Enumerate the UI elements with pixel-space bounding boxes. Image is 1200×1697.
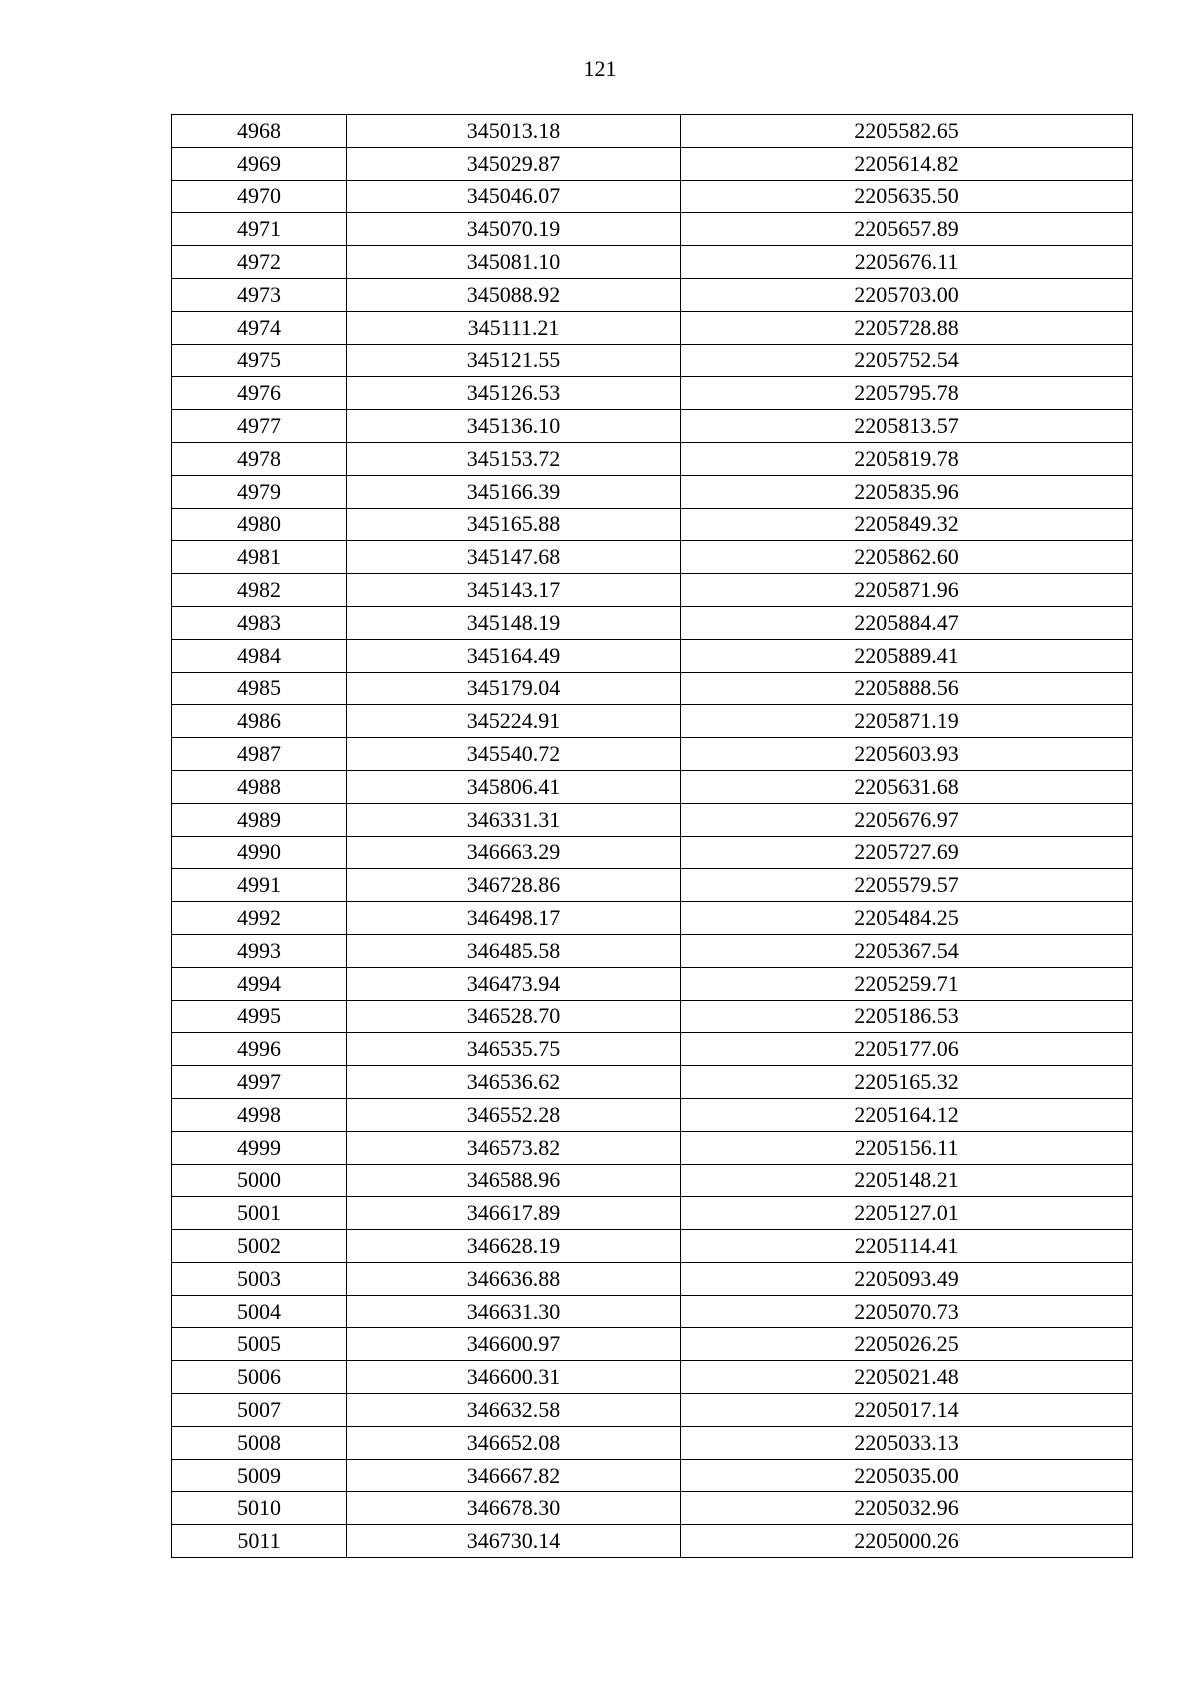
point-number-cell: 4974 — [172, 311, 347, 344]
point-number-cell: 4975 — [172, 344, 347, 377]
x-coordinate-cell: 345013.18 — [347, 115, 681, 148]
x-coordinate-cell: 345147.68 — [347, 541, 681, 574]
table-row — [172, 639, 1133, 672]
y-coordinate-cell: 2205752.54 — [681, 344, 1133, 377]
table-row — [172, 1230, 1133, 1263]
table-row — [172, 213, 1133, 246]
point-number-cell: 5002 — [172, 1230, 347, 1263]
table-row — [172, 934, 1133, 967]
point-number-cell: 5003 — [172, 1262, 347, 1295]
y-coordinate-cell: 2205186.53 — [681, 1000, 1133, 1033]
point-number-cell: 4990 — [172, 836, 347, 869]
point-number-cell: 5004 — [172, 1295, 347, 1328]
x-coordinate-cell: 346600.97 — [347, 1328, 681, 1361]
point-number-cell: 4977 — [172, 410, 347, 443]
x-coordinate-cell: 346573.82 — [347, 1131, 681, 1164]
x-coordinate-cell: 346663.29 — [347, 836, 681, 869]
point-number-cell: 4995 — [172, 1000, 347, 1033]
x-coordinate-cell: 346667.82 — [347, 1459, 681, 1492]
table-row — [172, 1164, 1133, 1197]
point-number-cell: 5000 — [172, 1164, 347, 1197]
x-coordinate-cell: 345088.92 — [347, 278, 681, 311]
y-coordinate-cell: 2205032.96 — [681, 1492, 1133, 1525]
y-coordinate-cell: 2205614.82 — [681, 147, 1133, 180]
point-number-cell: 5006 — [172, 1361, 347, 1394]
table-row — [172, 442, 1133, 475]
y-coordinate-cell: 2205367.54 — [681, 934, 1133, 967]
point-number-cell: 4986 — [172, 705, 347, 738]
x-coordinate-cell: 346552.28 — [347, 1098, 681, 1131]
y-coordinate-cell: 2205114.41 — [681, 1230, 1133, 1263]
y-coordinate-cell: 2205795.78 — [681, 377, 1133, 410]
y-coordinate-cell: 2205603.93 — [681, 738, 1133, 771]
point-number-cell: 4971 — [172, 213, 347, 246]
table-row — [172, 278, 1133, 311]
x-coordinate-cell: 345029.87 — [347, 147, 681, 180]
table-row — [172, 738, 1133, 771]
table-row — [172, 311, 1133, 344]
point-number-cell: 4983 — [172, 606, 347, 639]
y-coordinate-cell: 2205849.32 — [681, 508, 1133, 541]
table-row — [172, 377, 1133, 410]
table-row — [172, 1459, 1133, 1492]
point-number-cell: 4981 — [172, 541, 347, 574]
y-coordinate-cell: 2205000.26 — [681, 1525, 1133, 1558]
table-row — [172, 836, 1133, 869]
table-row — [172, 115, 1133, 148]
x-coordinate-cell: 345081.10 — [347, 246, 681, 279]
table-row — [172, 541, 1133, 574]
y-coordinate-cell: 2205862.60 — [681, 541, 1133, 574]
point-number-cell: 4969 — [172, 147, 347, 180]
point-number-cell: 5005 — [172, 1328, 347, 1361]
table-row — [172, 1426, 1133, 1459]
y-coordinate-cell: 2205728.88 — [681, 311, 1133, 344]
y-coordinate-cell: 2205579.57 — [681, 869, 1133, 902]
table-row — [172, 344, 1133, 377]
y-coordinate-cell: 2205582.65 — [681, 115, 1133, 148]
point-number-cell: 4976 — [172, 377, 347, 410]
x-coordinate-cell: 345126.53 — [347, 377, 681, 410]
point-number-cell: 4984 — [172, 639, 347, 672]
y-coordinate-cell: 2205070.73 — [681, 1295, 1133, 1328]
table-row — [172, 606, 1133, 639]
y-coordinate-cell: 2205703.00 — [681, 278, 1133, 311]
table-row — [172, 803, 1133, 836]
point-number-cell: 4973 — [172, 278, 347, 311]
y-coordinate-cell: 2205177.06 — [681, 1033, 1133, 1066]
coordinates-table — [171, 114, 1133, 1558]
point-number-cell: 4985 — [172, 672, 347, 705]
point-number-cell: 4979 — [172, 475, 347, 508]
y-coordinate-cell: 2205835.96 — [681, 475, 1133, 508]
point-number-cell: 4992 — [172, 902, 347, 935]
point-number-cell: 4998 — [172, 1098, 347, 1131]
y-coordinate-cell: 2205888.56 — [681, 672, 1133, 705]
x-coordinate-cell: 345153.72 — [347, 442, 681, 475]
x-coordinate-cell: 345136.10 — [347, 410, 681, 443]
table-row — [172, 672, 1133, 705]
point-number-cell: 4993 — [172, 934, 347, 967]
y-coordinate-cell: 2205093.49 — [681, 1262, 1133, 1295]
point-number-cell: 4978 — [172, 442, 347, 475]
y-coordinate-cell: 2205026.25 — [681, 1328, 1133, 1361]
y-coordinate-cell: 2205156.11 — [681, 1131, 1133, 1164]
y-coordinate-cell: 2205259.71 — [681, 967, 1133, 1000]
table-row — [172, 1492, 1133, 1525]
table-row — [172, 1197, 1133, 1230]
table-row — [172, 1295, 1133, 1328]
y-coordinate-cell: 2205165.32 — [681, 1066, 1133, 1099]
x-coordinate-cell: 345070.19 — [347, 213, 681, 246]
table-row — [172, 508, 1133, 541]
table-row — [172, 147, 1133, 180]
y-coordinate-cell: 2205148.21 — [681, 1164, 1133, 1197]
y-coordinate-cell: 2205676.97 — [681, 803, 1133, 836]
x-coordinate-cell: 345806.41 — [347, 770, 681, 803]
x-coordinate-cell: 346728.86 — [347, 869, 681, 902]
x-coordinate-cell: 346485.58 — [347, 934, 681, 967]
x-coordinate-cell: 345111.21 — [347, 311, 681, 344]
y-coordinate-cell: 2205727.69 — [681, 836, 1133, 869]
y-coordinate-cell: 2205889.41 — [681, 639, 1133, 672]
x-coordinate-cell: 346652.08 — [347, 1426, 681, 1459]
y-coordinate-cell: 2205631.68 — [681, 770, 1133, 803]
x-coordinate-cell: 345143.17 — [347, 574, 681, 607]
y-coordinate-cell: 2205819.78 — [681, 442, 1133, 475]
point-number-cell: 4980 — [172, 508, 347, 541]
y-coordinate-cell: 2205035.00 — [681, 1459, 1133, 1492]
point-number-cell: 5007 — [172, 1394, 347, 1427]
y-coordinate-cell: 2205871.19 — [681, 705, 1133, 738]
y-coordinate-cell: 2205676.11 — [681, 246, 1133, 279]
point-number-cell: 5011 — [172, 1525, 347, 1558]
x-coordinate-cell: 345540.72 — [347, 738, 681, 771]
x-coordinate-cell: 346628.19 — [347, 1230, 681, 1263]
table-row — [172, 246, 1133, 279]
point-number-cell: 4968 — [172, 115, 347, 148]
x-coordinate-cell: 345165.88 — [347, 508, 681, 541]
x-coordinate-cell: 346536.62 — [347, 1066, 681, 1099]
x-coordinate-cell: 345148.19 — [347, 606, 681, 639]
table-row — [172, 1262, 1133, 1295]
point-number-cell: 4991 — [172, 869, 347, 902]
x-coordinate-cell: 346730.14 — [347, 1525, 681, 1558]
x-coordinate-cell: 345179.04 — [347, 672, 681, 705]
table-row — [172, 967, 1133, 1000]
table-row — [172, 574, 1133, 607]
y-coordinate-cell: 2205021.48 — [681, 1361, 1133, 1394]
x-coordinate-cell: 346528.70 — [347, 1000, 681, 1033]
x-coordinate-cell: 346636.88 — [347, 1262, 681, 1295]
point-number-cell: 4982 — [172, 574, 347, 607]
table-row — [172, 869, 1133, 902]
table-row — [172, 902, 1133, 935]
y-coordinate-cell: 2205884.47 — [681, 606, 1133, 639]
x-coordinate-cell: 345164.49 — [347, 639, 681, 672]
point-number-cell: 4994 — [172, 967, 347, 1000]
page-number: 121 — [583, 56, 617, 81]
x-coordinate-cell: 346535.75 — [347, 1033, 681, 1066]
x-coordinate-cell: 345121.55 — [347, 344, 681, 377]
point-number-cell: 4970 — [172, 180, 347, 213]
table-row — [172, 180, 1133, 213]
x-coordinate-cell: 346331.31 — [347, 803, 681, 836]
x-coordinate-cell: 346678.30 — [347, 1492, 681, 1525]
table-row — [172, 1000, 1133, 1033]
table-row — [172, 1098, 1133, 1131]
y-coordinate-cell: 2205033.13 — [681, 1426, 1133, 1459]
point-number-cell: 4989 — [172, 803, 347, 836]
x-coordinate-cell: 346473.94 — [347, 967, 681, 1000]
table-row — [172, 1066, 1133, 1099]
point-number-cell: 4999 — [172, 1131, 347, 1164]
table-row — [172, 1361, 1133, 1394]
table-row — [172, 1033, 1133, 1066]
y-coordinate-cell: 2205635.50 — [681, 180, 1133, 213]
point-number-cell: 4988 — [172, 770, 347, 803]
coordinates-table-body — [172, 115, 1133, 1558]
y-coordinate-cell: 2205164.12 — [681, 1098, 1133, 1131]
table-row — [172, 705, 1133, 738]
y-coordinate-cell: 2205017.14 — [681, 1394, 1133, 1427]
x-coordinate-cell: 346600.31 — [347, 1361, 681, 1394]
table-row — [172, 475, 1133, 508]
point-number-cell: 4987 — [172, 738, 347, 771]
table-row — [172, 770, 1133, 803]
point-number-cell: 5009 — [172, 1459, 347, 1492]
x-coordinate-cell: 346631.30 — [347, 1295, 681, 1328]
x-coordinate-cell: 346632.58 — [347, 1394, 681, 1427]
table-row — [172, 410, 1133, 443]
y-coordinate-cell: 2205813.57 — [681, 410, 1133, 443]
x-coordinate-cell: 346498.17 — [347, 902, 681, 935]
point-number-cell: 4996 — [172, 1033, 347, 1066]
x-coordinate-cell: 345224.91 — [347, 705, 681, 738]
x-coordinate-cell: 346588.96 — [347, 1164, 681, 1197]
y-coordinate-cell: 2205127.01 — [681, 1197, 1133, 1230]
x-coordinate-cell: 345046.07 — [347, 180, 681, 213]
table-row — [172, 1394, 1133, 1427]
point-number-cell: 5010 — [172, 1492, 347, 1525]
x-coordinate-cell: 346617.89 — [347, 1197, 681, 1230]
table-row — [172, 1328, 1133, 1361]
point-number-cell: 5001 — [172, 1197, 347, 1230]
point-number-cell: 4997 — [172, 1066, 347, 1099]
point-number-cell: 5008 — [172, 1426, 347, 1459]
table-row — [172, 1525, 1133, 1558]
point-number-cell: 4972 — [172, 246, 347, 279]
y-coordinate-cell: 2205657.89 — [681, 213, 1133, 246]
y-coordinate-cell: 2205484.25 — [681, 902, 1133, 935]
x-coordinate-cell: 345166.39 — [347, 475, 681, 508]
y-coordinate-cell: 2205871.96 — [681, 574, 1133, 607]
table-row — [172, 1131, 1133, 1164]
